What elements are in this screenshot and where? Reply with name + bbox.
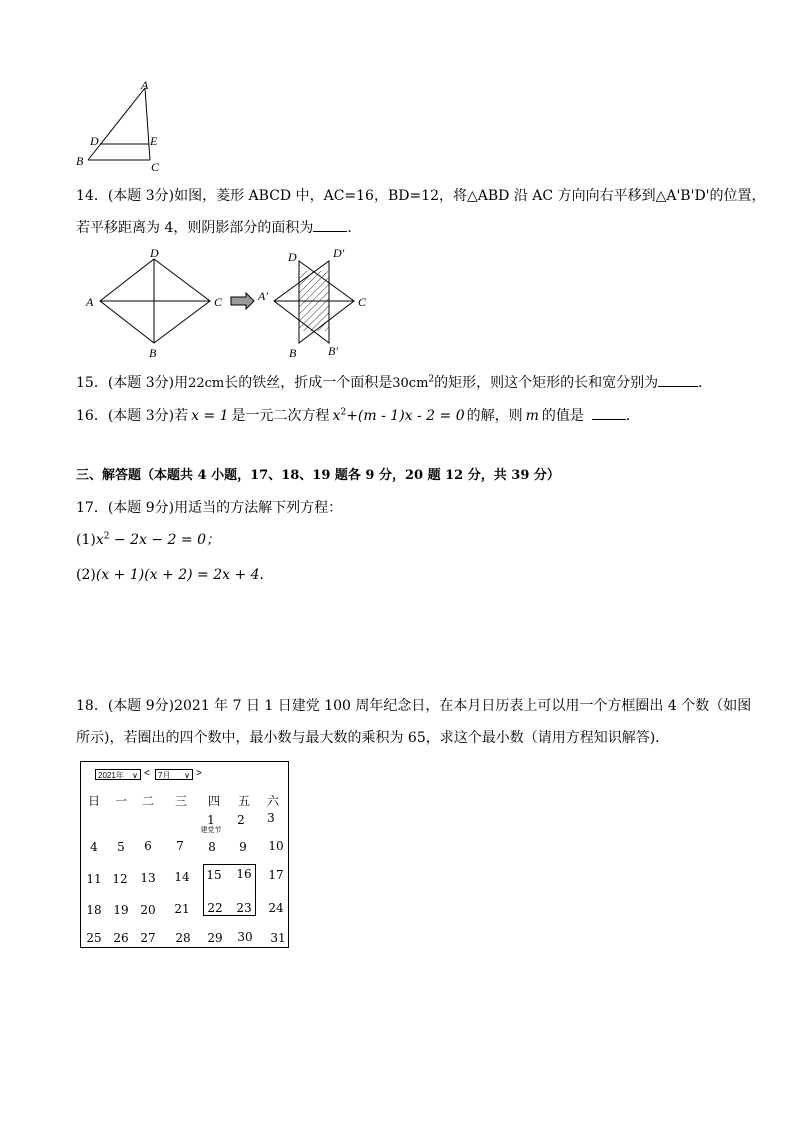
calendar-day: 21: [174, 902, 190, 916]
q17-p1-sup: 2: [103, 531, 110, 542]
q17-p2-eq: (x + 1)(x + 2) = 2x + 4: [95, 567, 260, 583]
segment-ab: [88, 88, 145, 160]
weekday-tue: 二: [141, 794, 154, 808]
q17-p1-label: (1): [76, 532, 96, 548]
holiday-note: 建党节: [200, 826, 222, 834]
calendar-day: 5: [117, 840, 125, 854]
label-a: A: [86, 295, 94, 309]
segment-ac: [145, 88, 150, 160]
q15-text-a: 15．(本题 3分)用: [76, 375, 189, 391]
calendar-day: 25: [86, 931, 102, 945]
calendar-day: 8: [208, 840, 216, 854]
label-d-prime: D′: [333, 246, 345, 260]
calendar-day: 31: [270, 931, 286, 945]
calendar-day: 3: [267, 811, 275, 825]
q16-end: ．: [625, 408, 640, 424]
right-arrow-icon: [231, 293, 254, 309]
q16-eq2-sup: 2: [340, 407, 347, 418]
weekday-wed: 三: [174, 794, 187, 808]
q16-text-b: 是一元二次方程: [231, 408, 330, 424]
calendar-day: 2: [237, 813, 245, 827]
calendar: [80, 761, 289, 948]
calendar-day: 13: [140, 871, 156, 885]
month-select-value: 7月: [158, 771, 171, 780]
chevron-down-icon: ∨: [132, 771, 138, 780]
q16-eq2-rest: +(m - 1)x - 2 = 0: [346, 408, 465, 424]
fig14-rhombus: [80, 243, 380, 361]
label-b: B: [289, 346, 297, 360]
q16-line: [76, 406, 640, 426]
calendar-day: 27: [140, 931, 156, 945]
calendar-day: 6: [144, 839, 152, 853]
q16-eq1: x = 1: [191, 408, 229, 424]
calendar-day: 30: [237, 930, 253, 944]
q15-text-b: 长的铁丝，折成一个面积是: [224, 375, 393, 391]
calendar-day: 9: [239, 840, 247, 854]
label-c: C: [358, 295, 367, 309]
weekday-mon: 一: [114, 794, 127, 808]
label-b: B: [76, 154, 84, 168]
fig13-triangle: [70, 78, 170, 174]
year-select-value: 2021年: [98, 771, 124, 780]
label-b-prime: B′: [328, 344, 338, 358]
label-d: D: [90, 134, 99, 148]
calendar-day: 11: [86, 872, 102, 886]
q17-p1-rest: − 2x − 2 = 0；: [109, 532, 220, 548]
q15-text-c: 的矩形，则这个矩形的长和宽分别为: [434, 375, 659, 391]
calendar-day: 16: [236, 867, 252, 881]
calendar-day: 22: [207, 901, 223, 915]
q15-end: ．: [698, 375, 713, 391]
chevron-down-icon: ∨: [184, 771, 190, 780]
calendar-day: 19: [113, 903, 129, 917]
label-b: B: [149, 346, 157, 360]
q18-line1: 18．(本题 9分)2021 年 7 日 1 日建党 100 周年纪念日，在本月日历表上可以用一个方框圈出 4 个数（如图: [76, 698, 752, 714]
q17-stem: 17．(本题 9分)用适当的方法解下列方程：: [76, 500, 343, 516]
calendar-day: 12: [112, 872, 128, 886]
calendar-day: 4: [90, 840, 98, 854]
selection-frame: [203, 864, 256, 916]
answer-blank: [592, 407, 626, 420]
calendar-day: 24: [268, 901, 284, 915]
q17-part2: [76, 565, 274, 585]
calendar-day: 18: [86, 903, 102, 917]
calendar-day: 10: [268, 839, 284, 853]
calendar-day: 20: [140, 903, 156, 917]
calendar-day: 28: [175, 931, 191, 945]
year-select[interactable]: [95, 769, 141, 780]
q16-text-d: 的值是: [541, 408, 584, 424]
section-3-title: 三、解答题（本题共 4 小题，17、18、19 题各 9 分，20 题 12 分，共 39 分）: [76, 468, 560, 483]
q16-text-a: 16．(本题 3分)若: [76, 408, 189, 424]
calendar-day: 7: [176, 839, 184, 853]
weekday-sat: 六: [266, 794, 279, 808]
q15-length: 22cm: [188, 376, 225, 391]
q16-var-m: m: [525, 408, 539, 424]
calendar-day: 26: [113, 931, 129, 945]
q15-area: 30cm: [392, 376, 429, 391]
q15-line: [76, 373, 712, 394]
q16-text-c: 的解，则: [466, 408, 523, 424]
q14-line1: 14．(本题 3分)如图，菱形 ABCD 中，AC=16，BD=12，将△ABD 沿 AC 方向向右平移到△A'B'D'的位置，: [76, 188, 766, 204]
calendar-day: 23: [236, 901, 252, 915]
calendar-day: 15: [206, 868, 222, 882]
month-select[interactable]: [155, 769, 193, 780]
weekday-sun: 日: [87, 794, 100, 808]
next-month-button[interactable]: >: [196, 768, 202, 779]
q14-line2: [76, 218, 361, 238]
label-a-prime: A′: [258, 289, 268, 303]
calendar-day: 1: [207, 813, 215, 827]
q16-eq2-x: x: [332, 408, 341, 424]
q18-line2: 所示)，若圈出的四个数中，最小数与最大数的乘积为 65，求这个最小数（请用方程知识解答)．: [76, 730, 670, 746]
q15-area-sup: 2: [428, 374, 435, 385]
label-d: D: [150, 246, 159, 260]
label-d: D: [288, 250, 297, 264]
q14-text: 若平移距离为 4，则阴影部分的面积为: [76, 220, 314, 236]
weekday-thu: 四: [207, 794, 220, 808]
calendar-day: 17: [268, 868, 284, 882]
label-c: C: [151, 160, 160, 174]
answer-blank: [313, 219, 347, 232]
calendar-day: 14: [174, 870, 190, 884]
q14-end: ．: [347, 220, 362, 236]
q17-p2-end: ．: [259, 567, 274, 583]
label-a: A: [141, 78, 149, 92]
label-e: E: [150, 134, 158, 148]
label-c: C: [214, 295, 223, 309]
weekday-fri: 五: [237, 794, 250, 808]
calendar-day: 29: [207, 931, 223, 945]
q17-p2-label: (2): [76, 567, 96, 583]
q17-p1-x: x: [95, 532, 104, 548]
answer-blank: [658, 374, 698, 387]
q17-part1: [76, 530, 220, 550]
prev-month-button[interactable]: <: [144, 768, 150, 779]
